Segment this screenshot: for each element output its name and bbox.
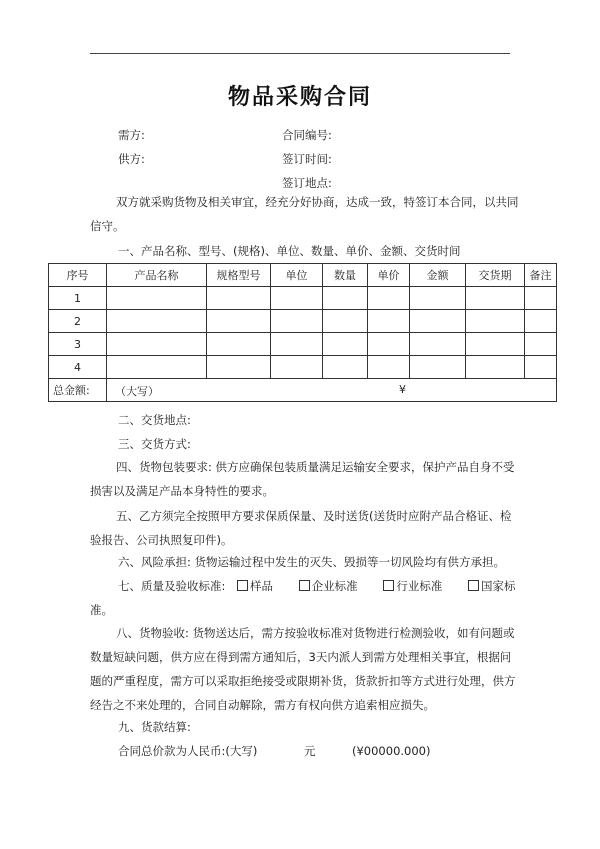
section-4-packaging: 四、货物包装要求: 供方应确保包装质量满足运输安全要求，保护产品自身不受损害以及满足产品本身特性的要求。 — [90, 460, 515, 498]
option-sample: 样品 — [250, 579, 274, 593]
cell-amount[interactable] — [410, 310, 466, 333]
table-row — [49, 356, 557, 379]
col-header-index: 序号 — [49, 264, 107, 287]
section-2-delivery-place: 二、交货地点: — [118, 413, 191, 427]
page-title: 物品采购合同 — [227, 84, 372, 110]
cell-spec[interactable] — [207, 287, 271, 310]
total-label: 总金额: — [49, 379, 107, 402]
cell-unit[interactable] — [271, 287, 323, 310]
cell-price[interactable] — [368, 356, 410, 379]
section-7-quality-standard — [118, 577, 516, 595]
col-header-spec: 规格型号 — [207, 264, 271, 287]
option-national-standard: 国家标 — [481, 579, 516, 593]
cell-amount[interactable] — [410, 356, 466, 379]
cell-delivery[interactable] — [466, 310, 525, 333]
contract-no-label: 合同编号: — [282, 128, 332, 142]
col-header-unit: 单位 — [271, 264, 323, 287]
cell-spec[interactable] — [207, 310, 271, 333]
option-industry-standard: 行业标准 — [396, 579, 443, 593]
cell-amount[interactable] — [410, 333, 466, 356]
cell-delivery[interactable] — [466, 287, 525, 310]
cell-amount[interactable] — [410, 287, 466, 310]
cell-remark[interactable] — [525, 356, 557, 379]
cell-remark[interactable] — [525, 310, 557, 333]
cell-price[interactable] — [368, 333, 410, 356]
section-8-inspection: 八、货物验收: 货物送达后，需方按验收标准对货物进行检测验收，如有问题或数量短缺问题，供方应在得到需方通知后，3天内派人到需方处理相关事宜，根据问题的严重程度，需方可以采取拒绝接受或限期补货，货款折扣等方式进行处理，供方经告之不来处理的，合同自动解除，需方有权向供方追索相应损失。 — [90, 626, 516, 712]
table-header-row — [49, 264, 557, 287]
total-price-label: 合同总价款为人民币:(大写) — [118, 744, 258, 758]
checkbox-enterprise-standard[interactable] — [299, 580, 310, 591]
cell-unit[interactable] — [271, 310, 323, 333]
buyer-label: 需方: — [118, 128, 145, 142]
total-amount-cell[interactable] — [107, 379, 557, 402]
cell-product[interactable] — [107, 333, 207, 356]
total-daxie-label: （大写） — [115, 385, 159, 398]
row-index: 2 — [49, 310, 107, 333]
cell-price[interactable] — [368, 310, 410, 333]
cell-spec[interactable] — [207, 356, 271, 379]
cell-spec[interactable] — [207, 333, 271, 356]
row-index: 3 — [49, 333, 107, 356]
sign-time-label: 签订时间: — [282, 152, 332, 166]
cell-qty[interactable] — [323, 333, 368, 356]
option-enterprise-standard: 企业标准 — [311, 579, 358, 593]
checkbox-industry-standard[interactable] — [383, 580, 394, 591]
section-7-lead: 七、质量及验收标准: — [118, 579, 226, 593]
cell-price[interactable] — [368, 287, 410, 310]
cell-product[interactable] — [107, 356, 207, 379]
header-rule — [90, 53, 510, 54]
cell-qty[interactable] — [323, 287, 368, 310]
intro-paragraph: 双方就采购货物及相关审宜，经充分好协商，达成一致，特签订本合同，以共同信守。 — [90, 195, 519, 233]
cell-delivery[interactable] — [466, 356, 525, 379]
sign-place-label: 签订地点: — [282, 176, 332, 190]
section-9-payment: 九、货款结算: — [118, 720, 191, 734]
total-row — [49, 379, 557, 402]
col-header-qty: 数量 — [323, 264, 368, 287]
cell-remark[interactable] — [525, 333, 557, 356]
row-index: 1 — [49, 287, 107, 310]
col-header-delivery: 交货期 — [466, 264, 525, 287]
cell-product[interactable] — [107, 310, 207, 333]
cell-delivery[interactable] — [466, 333, 525, 356]
col-header-remark: 备注 — [525, 264, 557, 287]
col-header-price: 单价 — [368, 264, 410, 287]
col-header-product: 产品名称 — [107, 264, 207, 287]
cell-unit[interactable] — [271, 333, 323, 356]
total-yen-symbol: ¥ — [399, 383, 406, 396]
table-row — [49, 287, 557, 310]
cell-product[interactable] — [107, 287, 207, 310]
cell-remark[interactable] — [525, 287, 557, 310]
table-row — [49, 310, 557, 333]
section-1-heading: 一、产品名称、型号、(规格)、单位、数量、单价、金额、交货时间 — [118, 244, 461, 258]
section-7-tail: 准。 — [90, 603, 113, 617]
table-row — [49, 333, 557, 356]
section-5-delivery-requirements: 五、乙方须完全按照甲方要求保质保量、及时送货(送货时应附产品合格证、检验报告、公司执照复印件)。 — [90, 509, 512, 547]
row-index: 4 — [49, 356, 107, 379]
yuan-unit: 元 — [304, 744, 316, 758]
cell-unit[interactable] — [271, 356, 323, 379]
supplier-label: 供方: — [118, 152, 145, 166]
checkbox-sample[interactable] — [237, 580, 248, 591]
section-6-risk: 六、风险承担: 货物运输过程中发生的灭失、毁损等一切风险均有供方承担。 — [118, 555, 506, 569]
col-header-amount: 金额 — [410, 264, 466, 287]
items-table — [48, 263, 557, 402]
total-price-value: (¥00000.000) — [352, 744, 431, 758]
section-3-delivery-method: 三、交货方式: — [118, 437, 191, 451]
cell-qty[interactable] — [323, 356, 368, 379]
checkbox-national-standard[interactable] — [468, 580, 479, 591]
cell-qty[interactable] — [323, 310, 368, 333]
